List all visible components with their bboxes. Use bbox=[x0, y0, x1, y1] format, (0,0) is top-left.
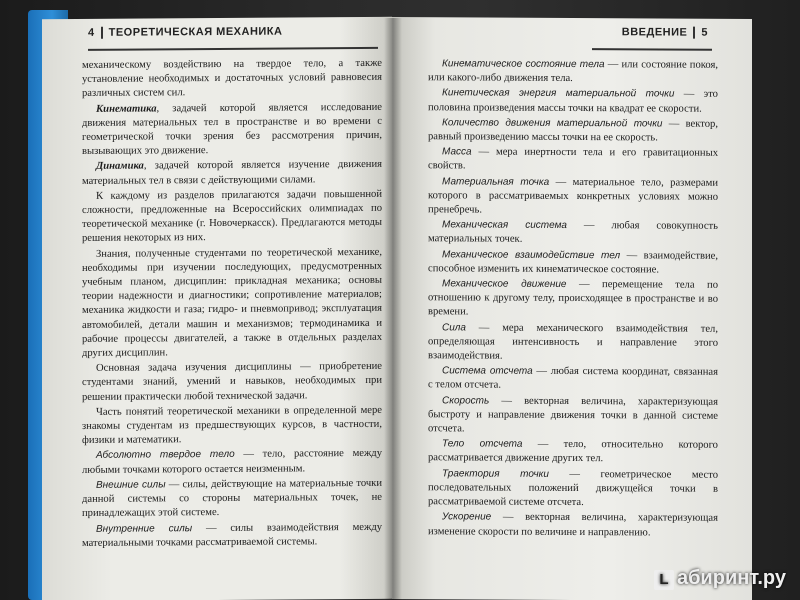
paragraph-text: Часть понятий теоретической механики в определенной мере знакомы студентам из предшествующих курсов, в частности, физики и математики. bbox=[82, 404, 382, 447]
paragraph-text: — векторная величина, характеризующая быстроту и направление движения точки в данной системе отсчета. bbox=[428, 395, 718, 435]
left-header-rule bbox=[88, 47, 378, 51]
paragraph-text: — мера механического взаимодействия тел, определяющая интенсивность и направление этого взаимодействия. bbox=[428, 322, 718, 362]
paragraph bbox=[428, 57, 718, 87]
term: Динамика bbox=[96, 160, 144, 173]
term: Кинематическое состояние тела bbox=[442, 58, 605, 71]
paragraph-text: — любая совокупность материальных точек. bbox=[428, 220, 718, 246]
paragraph bbox=[82, 404, 382, 449]
paragraph bbox=[82, 447, 382, 478]
paragraph bbox=[428, 248, 718, 278]
paragraph bbox=[82, 158, 382, 189]
paragraph bbox=[428, 277, 718, 321]
right-page bbox=[392, 17, 752, 600]
paragraph bbox=[428, 87, 718, 117]
paragraph bbox=[428, 145, 718, 175]
paragraph-text: — любая система координат, связанная с телом отсчета. bbox=[428, 366, 718, 392]
term: Тело отсчета bbox=[442, 438, 523, 451]
paragraph-text: , задачей которой является исследование движения материальных тел в пространстве и во времени с геометрической точки зрения без рассмотрения причин, вызывающих это движение. bbox=[82, 101, 382, 158]
paragraph-text: — вектор, равный произведению массы точки на ее скорость. bbox=[428, 118, 719, 144]
right-page-body bbox=[428, 57, 718, 541]
paragraph-text: Основная задача изучения дисциплины — приобретение студентами знаний, умений и навыков, необходимых при решении практически любой технической задачи. bbox=[82, 361, 382, 403]
paragraph-text: — силы, действующие на материальные точки данной системы со стороны материальных точек, не принадлежащих этой системе. bbox=[82, 477, 382, 520]
paragraph bbox=[428, 438, 718, 468]
term: Сила bbox=[442, 321, 466, 334]
watermark bbox=[654, 567, 786, 590]
paragraph-text: механическому воздействию на твердое тело, а также установление необходимых и достаточных условий равновесия различных систем сил. bbox=[82, 57, 382, 100]
paragraph bbox=[428, 365, 718, 395]
left-running-head-title: ТЕОРЕТИЧЕСКАЯ МЕХАНИКА bbox=[108, 25, 283, 39]
paragraph-text: Знания, полученные студентами по теоретической механике, необходимы при изучении последующих, предусмотренных учебным планом, дисциплин: прикладная механика; основы теории надежности и диагностики; сопротивление материалов; механика жидкости и газа; гидро- и пневмопривод; эксплуатация автомобилей, детали машин и механизмов; термодинамика и рабочие процессы двигателей, а также в отдельных разделах других дисциплин. bbox=[82, 246, 382, 360]
term: Траектория точки bbox=[442, 468, 549, 480]
term: Внешние силы bbox=[96, 479, 166, 491]
term: Кинематика bbox=[96, 103, 157, 115]
paragraph bbox=[428, 218, 718, 248]
paragraph bbox=[82, 100, 382, 159]
paragraph-text: — геометрическое место последовательных положений движущейся точки в рассматриваемой системе отсчета. bbox=[428, 468, 718, 509]
paragraph bbox=[428, 175, 718, 219]
labirint-logo-icon: L bbox=[654, 570, 674, 590]
term: Скорость bbox=[442, 394, 490, 407]
term: Количество движения материальной точки bbox=[442, 117, 663, 130]
left-page-body bbox=[82, 57, 382, 552]
term: Механическое взаимодействие тел bbox=[442, 248, 621, 261]
left-page-number: 4 bbox=[88, 27, 103, 39]
right-page-number: 5 bbox=[693, 27, 708, 39]
paragraph bbox=[428, 116, 718, 146]
paragraph bbox=[428, 511, 718, 541]
watermark-text: абиринт.ру bbox=[676, 567, 786, 589]
paragraph bbox=[82, 57, 382, 102]
term: Абсолютно твердое тело bbox=[96, 449, 235, 462]
paragraph-text: — это половина произведения массы точки на квадрат ее скорости. bbox=[428, 88, 718, 115]
paragraph-text: — взаимодействие, способное изменить их кинематическое состояние. bbox=[428, 249, 719, 276]
right-header-rule bbox=[592, 48, 712, 51]
term: Механическое движение bbox=[442, 278, 567, 291]
paragraph-text: — материальное тело, размерами которого в рассматриваемых конкретных условиях можно пренебречь. bbox=[428, 176, 718, 216]
left-running-head bbox=[88, 26, 282, 39]
term: Масса bbox=[442, 146, 472, 158]
paragraph-text: — силы взаимодействия между материальными точками рассматриваемой системы. bbox=[82, 521, 383, 549]
term: Система отсчета bbox=[442, 365, 533, 378]
paragraph bbox=[82, 188, 382, 247]
paragraph-text: — тело, относительно которого рассматривается движение других тел. bbox=[428, 439, 718, 465]
paragraph bbox=[428, 321, 718, 365]
paragraph bbox=[82, 520, 382, 551]
right-running-head bbox=[622, 26, 708, 38]
paragraph bbox=[82, 245, 382, 361]
paragraph-text: К каждому из разделов прилагаются задачи повышенной сложности, предложенные на Всероссийских олимпиадах по теоретической механике (г. Новочеркасск). Предлагаются методы решения некоторых из них. bbox=[82, 188, 382, 245]
paragraph bbox=[82, 360, 382, 405]
paragraph bbox=[428, 467, 718, 511]
paragraph-text: — тело, расстояние между любыми точками которого остается неизменным. bbox=[82, 448, 382, 476]
paragraph-text: — или состояние покоя, или какого-либо движения тела. bbox=[428, 59, 719, 85]
paragraph-text: — мера инертности тела и его гравитационных свойств. bbox=[428, 146, 718, 172]
paragraph bbox=[82, 477, 382, 522]
term: Механическая система bbox=[442, 219, 567, 232]
right-running-head-title: ВВЕДЕНИЕ bbox=[621, 26, 688, 39]
book-gutter-shadow bbox=[384, 18, 402, 600]
term: Внутренние силы bbox=[96, 522, 193, 535]
term: Кинетическая энергия материальной точки bbox=[442, 87, 675, 100]
paragraph-text: — перемещение тела по отношению к другому телу, происходящее в пространстве и во времени. bbox=[428, 279, 719, 318]
left-page bbox=[42, 17, 392, 600]
paragraph-text: , задачей которой является изучение движения материальных тел в связи с действующими силами. bbox=[82, 159, 382, 187]
paragraph-text: — векторная величина, характеризующая изменение скорости по величине и направлению. bbox=[428, 511, 718, 538]
term: Материальная точка bbox=[442, 175, 550, 188]
paragraph bbox=[428, 394, 718, 438]
term: Ускорение bbox=[442, 511, 492, 523]
